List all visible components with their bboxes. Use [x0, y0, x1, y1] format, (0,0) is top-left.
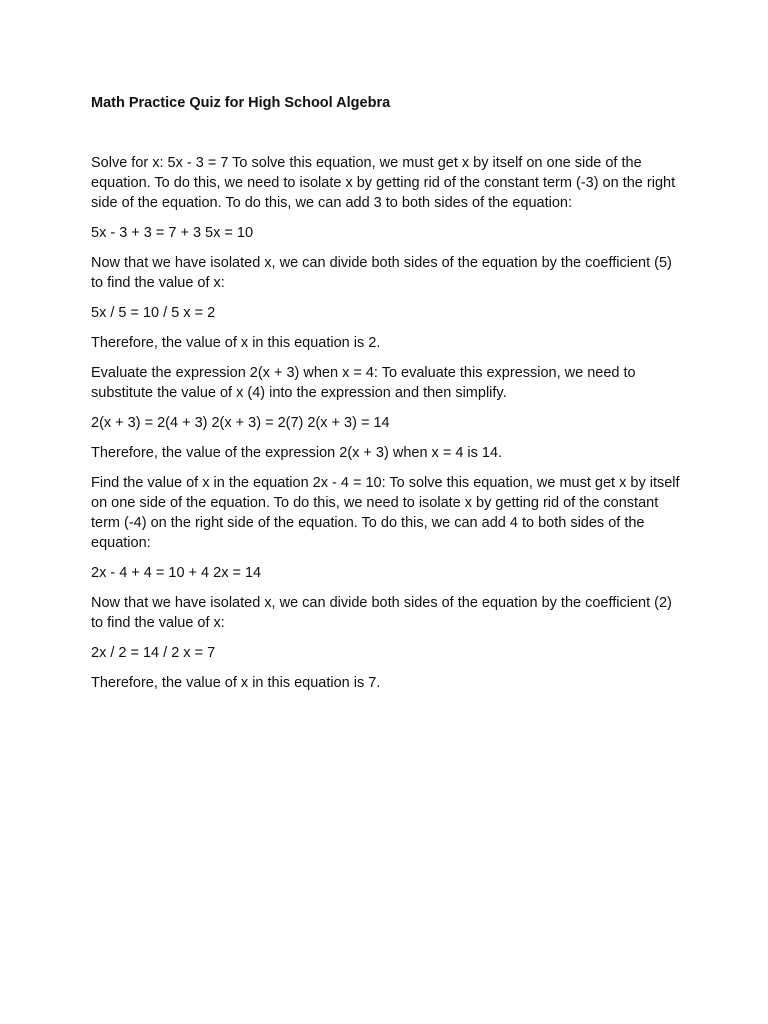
- paragraph-problem-1-explanation: Now that we have isolated x, we can divide both sides of the equation by the coefficient (5) to find the value of x:: [91, 255, 672, 291]
- paragraph-problem-1-step-2: 5x / 5 = 10 / 5 x = 2: [91, 305, 216, 321]
- paragraph-problem-2-intro: Evaluate the expression 2(x + 3) when x = 4: To evaluate this expression, we need to substitute the value of x (4) into the expression and then simplify.: [91, 365, 636, 401]
- paragraph-problem-2-steps: 2(x + 3) = 2(4 + 3) 2(x + 3) = 2(7) 2(x + 3) = 14: [91, 415, 390, 431]
- paragraph-problem-1-intro: Solve for x: 5x - 3 = 7 To solve this equation, we must get x by itself on one side of the equation. To do this, we need to isolate x by getting rid of the constant term (-3) on the right side of the equation. To do this, we can add 3 to both sides of the equation:: [91, 155, 676, 211]
- paragraph-problem-2-answer: Therefore, the value of the expression 2(x + 3) when x = 4 is 14.: [91, 445, 503, 461]
- document-body: [91, 93, 681, 703]
- paragraph-problem-1-answer: Therefore, the value of x in this equation is 2.: [91, 335, 381, 351]
- paragraph-problem-3-step-2: 2x / 2 = 14 / 2 x = 7: [91, 645, 216, 661]
- paragraph-problem-3-step-1: 2x - 4 + 4 = 10 + 4 2x = 14: [91, 565, 262, 581]
- paragraph-problem-3-intro: Find the value of x in the equation 2x - 4 = 10: To solve this equation, we must get x by itself on one side of the equation. To do this, we need to isolate x by getting rid of the constant term (-4) on the right side of the equation. To do this, we can add 4 to both sides of the equation:: [91, 475, 680, 551]
- paragraph-problem-3-explanation: Now that we have isolated x, we can divide both sides of the equation by the coefficient (2) to find the value of x:: [91, 595, 672, 631]
- paragraph-problem-3-answer: Therefore, the value of x in this equation is 7.: [91, 675, 381, 691]
- document-title: Math Practice Quiz for High School Algebra: [91, 95, 391, 111]
- paragraph-problem-1-step-1: 5x - 3 + 3 = 7 + 3 5x = 10: [91, 225, 254, 241]
